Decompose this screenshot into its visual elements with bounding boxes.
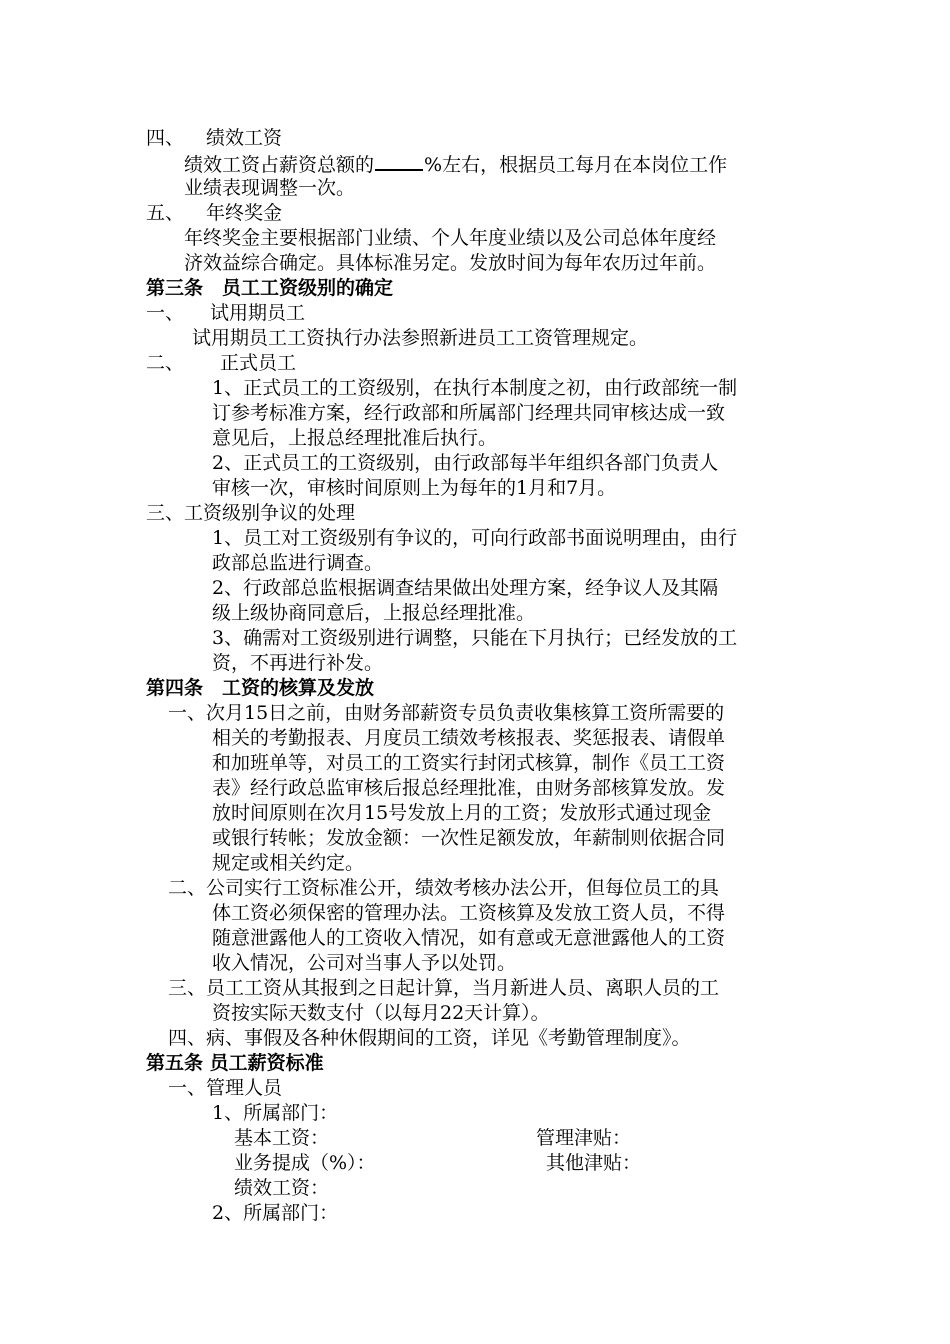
paragraph-line: 和加班单等，对员工的工资实行封闭式核算，制作《员工工资	[212, 752, 726, 774]
paragraph-line: 绩效工资占薪资总额的 %左右，根据员工每月在本岗位工作	[184, 151, 727, 177]
paragraph-line: 规定或相关约定。	[212, 852, 365, 874]
field-label: 管理津贴：	[536, 1127, 632, 1149]
paragraph-line: 二、公司实行工资标准公开，绩效考核办法公开，但每位员工的具	[168, 877, 720, 899]
field-label: 基本工资：	[234, 1127, 330, 1149]
paragraph-line: 试用期员工工资执行办法参照新进员工工资管理规定。	[192, 327, 649, 349]
paragraph-line: 2、行政部总监根据调查结果做出处理方案，经争议人及其隔	[212, 577, 719, 599]
item-heading: 二、 正式员工	[146, 352, 297, 374]
paragraph-line: 1、员工对工资级别有争议的，可向行政部书面说明理由，由行	[212, 527, 738, 549]
item-heading: 四、 绩效工资	[146, 127, 283, 149]
paragraph-line: 体工资必须保密的管理办法。工资核算及发放工资人员，不得	[212, 902, 726, 924]
paragraph-line: 审核一次，审核时间原则上为每年的1月和7月。	[212, 477, 617, 499]
paragraph-line: 政部总监进行调查。	[212, 552, 384, 574]
paragraph-line: 3、确需对工资级别进行调整，只能在下月执行；已经发放的工	[212, 627, 738, 649]
article-heading: 第五条 员工薪资标准	[146, 1052, 324, 1074]
item-heading: 五、 年终奖金	[146, 202, 283, 224]
paragraph-line: 济效益综合确定。具体标准另定。发放时间为每年农历过年前。	[184, 252, 717, 274]
paragraph-line: 资按实际天数支付（以每月22天计算）。	[212, 1002, 550, 1024]
paragraph-line: 2、所属部门：	[212, 1202, 339, 1224]
paragraph-line: 1、正式员工的工资级别，在执行本制度之初，由行政部统一制	[212, 377, 738, 399]
fill-blank	[375, 151, 423, 171]
paragraph-line: 业绩表现调整一次。	[184, 177, 356, 199]
paragraph-line: 2、正式员工的工资级别，由行政部每半年组织各部门负责人	[212, 452, 719, 474]
paragraph-line: 三、员工工资从其报到之日起计算，当月新进人员、离职人员的工	[168, 977, 720, 999]
item-heading: 三、工资级别争议的处理	[146, 502, 356, 524]
paragraph-line: 或银行转帐；发放金额：一次性足额发放，年薪制则依据合同	[212, 827, 726, 849]
paragraph-line: 放时间原则在次月15号发放上月的工资；发放形式通过现金	[212, 802, 712, 824]
paragraph-line: 资，不再进行补发。	[212, 652, 384, 674]
field-label: 绩效工资：	[234, 1177, 330, 1199]
item-heading: 一、 试用期员工	[146, 302, 306, 324]
article-heading: 第三条 员工工资级别的确定	[146, 277, 394, 299]
article-heading: 第四条 工资的核算及发放	[146, 677, 375, 699]
paragraph-line: 收入情况，公司对当事人予以处罚。	[212, 952, 517, 974]
field-label: 业务提成（%）：	[234, 1152, 376, 1174]
paragraph-line: 一、次月15日之前，由财务部薪资专员负责收集核算工资所需要的	[168, 702, 725, 724]
paragraph-line: 订参考标准方案，经行政部和所属部门经理共同审核达成一致	[212, 402, 726, 424]
paragraph-line: 意见后，上报总经理批准后执行。	[212, 427, 498, 449]
paragraph-line: 年终奖金主要根据部门业绩、个人年度业绩以及公司总体年度经	[184, 227, 717, 249]
paragraph-line: 四、病、事假及各种休假期间的工资，详见《考勤管理制度》。	[168, 1027, 691, 1049]
item-heading: 一、管理人员	[168, 1077, 283, 1099]
paragraph-line: 1、所属部门：	[212, 1102, 339, 1124]
paragraph-line: 随意泄露他人的工资收入情况，如有意或无意泄露他人的工资	[212, 927, 726, 949]
paragraph-line: 相关的考勤报表、月度员工绩效考核报表、奖惩报表、请假单	[212, 727, 726, 749]
paragraph-line: 表》经行政总监审核后报总经理批准，由财务部核算发放。发	[212, 777, 726, 799]
field-label: 其他津贴：	[546, 1152, 642, 1174]
paragraph-line: 级上级协商同意后，上报总经理批准。	[212, 602, 536, 624]
